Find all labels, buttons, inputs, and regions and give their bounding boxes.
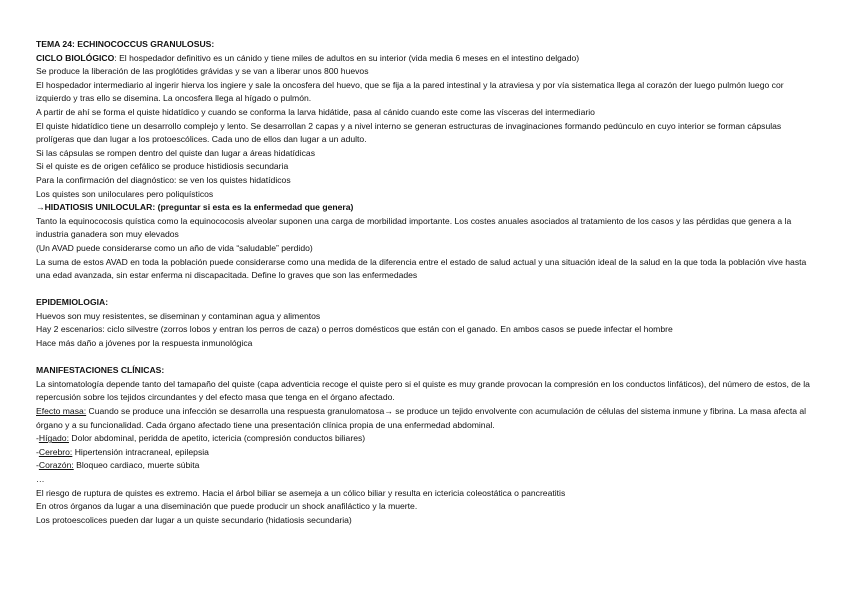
- efecto-masa-text: Cuando se produce una infección se desarrolla una respuesta granulomatosa→ se produce un tejido envolvente con acumulación de células del sistema inmune y fibrina. La masa afecta al órgano y a su funcionalidad. Cada órgano afectado tiene una presentación clínica propia de una enfermedad abdominal.: [36, 406, 807, 430]
- ciclo-line: A partir de ahí se forma el quiste hidatídico y cuando se conforma la larva hidátide, pasa al cánido cuando este come las vísceras del intermediario: [36, 106, 595, 117]
- efecto-masa-label: Efecto masa:: [36, 406, 87, 417]
- epidemiologia-line: Hay 2 escenarios: ciclo silvestre (zorros lobos y entran los perros de caza) o perros domésticos que están con el ganado. En ambos casos se puede infectar el hombre: [36, 324, 673, 335]
- organ-item-cerebro: [36, 446, 816, 460]
- ciclo-line: El quiste hidatídico tiene un desarrollo complejo y lento. Se desarrollan 2 capas y a nivel interno se generan estructuras de invaginaciones formando pedúnculo en cuyo interior se forman cápsulas prolígeras que dan lugar a los protoescólices. Cada uno de ellos dan lugar a un adulto.: [36, 120, 782, 145]
- hidatiosis-line: (Un AVAD puede considerarse como un año de vida “saludable” perdido): [36, 242, 313, 253]
- ciclo-line: Si las cápsulas se rompen dentro del quiste dan lugar a áreas hidatídicas: [36, 147, 315, 158]
- ellipsis-line: …: [36, 474, 45, 484]
- hidatiosis-line: La suma de estos AVAD en toda la población puede considerarse como una medida de la diferencia entre el estado de salud actual y una situación ideal de la salud en la que toda la población vive hasta una edad avanzada, sin estar enferma ni discapacitada. Define lo graves que son las enfermedades: [36, 256, 807, 281]
- ciclo-line: Para la confirmación del diagnóstico: se ven los quistes hidatídicos: [36, 174, 291, 185]
- organ-label: Hígado:: [38, 433, 69, 444]
- ciclo-first-line: : El hospedador definitivo es un cánido y tiene miles de adultos en su interior (vida media 6 meses en el intestino delgado): [114, 52, 580, 63]
- organ-text: Bloqueo cardiaco, muerte súbita: [73, 460, 200, 471]
- organ-text: Hipertensión intracraneal, epilepsia: [72, 446, 209, 457]
- organ-text: Dolor abdominal, peridda de apetito, ictericia (compresión conductos biliares): [68, 433, 366, 444]
- ciclo-heading: CICLO BIOLÓGICO: [36, 52, 115, 63]
- ciclo-line: Si el quiste es de origen cefálico se produce histidiosis secundaria: [36, 161, 289, 172]
- manifestaciones-heading: MANIFESTACIONES CLÍNICAS:: [36, 365, 165, 376]
- organ-prefix: -: [36, 460, 39, 471]
- organ-item-higado: [36, 432, 816, 446]
- efecto-masa-paragraph: [36, 405, 816, 432]
- ciclo-first-paragraph: [36, 52, 816, 66]
- manifestaciones-closing-line: En otros órganos da lugar a una diseminación que puede producir un shock anafiláctico y la muerte.: [36, 501, 418, 512]
- manifestaciones-intro: La sintomatología depende tanto del tamapaño del quiste (capa adventicia recoge el quiste pero si el quiste es muy grande provocan la compresión en los conductos linfáticos), del número de estos, de la repercusión sobre los tejidos circundantes y del efecto masa que tenga en el órgano afectado.: [36, 378, 810, 403]
- ciclo-line: Los quistes son uniloculares pero poliquísticos: [36, 188, 214, 199]
- section-spacer: [36, 351, 816, 365]
- ciclo-line: Se produce la liberación de las proglótides grávidas y se van a liberar unos 800 huevos: [36, 66, 369, 77]
- manifestaciones-closing-line: Los protoescolices pueden dar lugar a un quiste secundario (hidatiosis secundaria): [36, 514, 352, 525]
- epidemiologia-heading: EPIDEMIOLOGIA:: [36, 297, 109, 308]
- organ-prefix: -: [36, 446, 39, 457]
- document-title: TEMA 24: ECHINOCOCCUS GRANULOSUS:: [36, 39, 215, 49]
- hidatiosis-heading: →HIDATIOSIS UNILOCULAR: (preguntar si esta es la enfermedad que genera): [36, 202, 354, 213]
- organ-label: Cerebro:: [38, 446, 73, 457]
- organ-item-corazon: [36, 459, 816, 473]
- organ-label: Corazón:: [38, 460, 74, 471]
- section-spacer: [36, 283, 816, 297]
- manifestaciones-closing-line: El riesgo de ruptura de quistes es extremo. Hacia el árbol biliar se asemeja a un cólico biliar y resulta en ictericia coleostática o pancreatitis: [36, 487, 566, 498]
- document-page: [36, 38, 816, 527]
- epidemiologia-line: Hace más daño a jóvenes por la respuesta inmunológica: [36, 338, 253, 349]
- hidatiosis-line: Tanto la equinococosis quística como la equinococosis alveolar suponen una carga de morbilidad importante. Los costes anuales asociados al tratamiento de los casos y las pérdidas que genera a la industria ganadera son muy elevados: [36, 215, 792, 240]
- epidemiologia-line: Huevos son muy resistentes, se diseminan y contaminan agua y alimentos: [36, 310, 321, 321]
- organ-prefix: -: [36, 433, 39, 444]
- ciclo-line: El hospedador intermediario al ingerir hierva los ingiere y sale la oncosfera del huevo, que se fija a la pared intestinal y la atraviesa y por vía sistematica llega al corazón der luego pulmón luego cor izquierdo y tras ello se disemina. La oncosfera llega al hígado o pulmón.: [36, 79, 784, 104]
